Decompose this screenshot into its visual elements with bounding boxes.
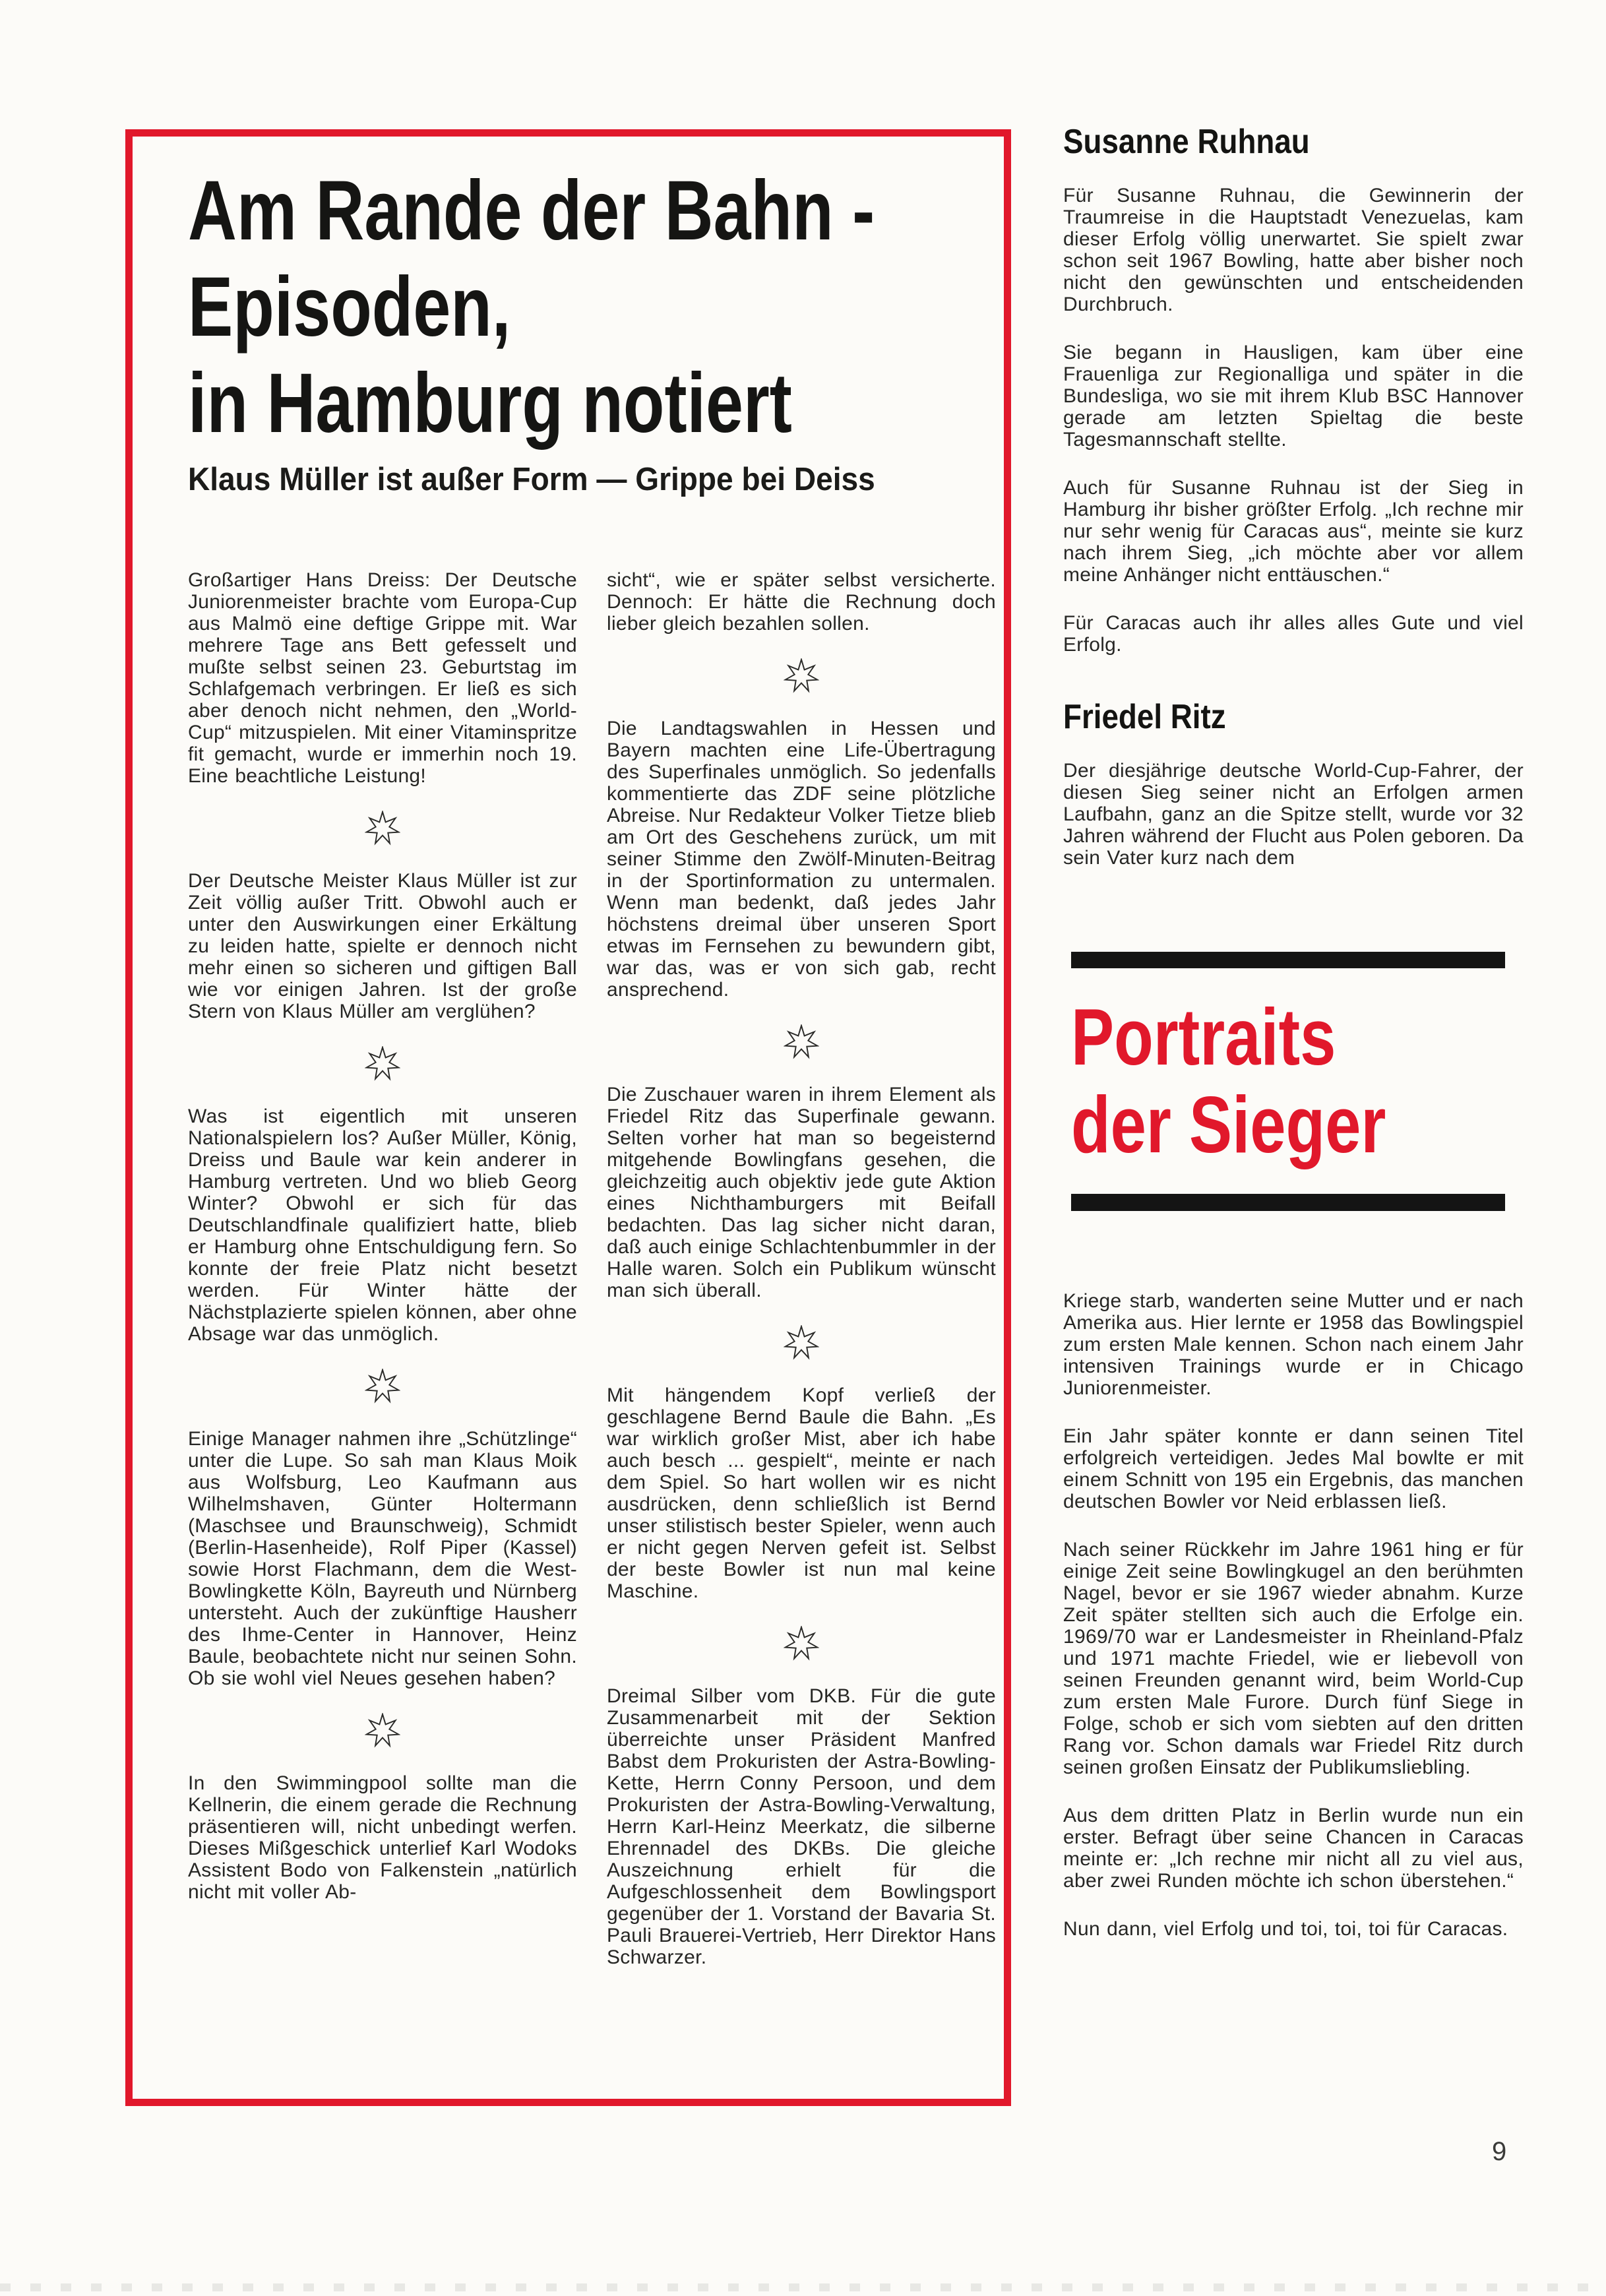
article-paragraph: Aus dem dritten Platz in Berlin wurde nun ein erster. Befragt über seine Chancen in Caracas meinte er: „Ich rechne mir nicht all zu viel aus, aber zwei Runden möchte ich schon überstehen.“ bbox=[1063, 1805, 1524, 1892]
headline-line: Episoden, bbox=[188, 260, 511, 354]
article-paragraph: Nach seiner Rückkehr im Jahre 1961 hing er für einige Zeit seine Bowlingkugel an den berühmten Nagel, bevor er sie 1967 wieder abnahm. Kurze Zeit später stellten sich auch die Erfolge ein. 1969/70 war er Landesmeister in Rheinland-Pfalz und 1971 machte Friedel, wie er liebevoll von seinen Freunden genannt wird, beim World-Cup zum ersten Male Furore. Durch fünf Siege in Folge, schob er sich vom siebten auf den dritten Rang vor. Schon damals war Friedel Ritz durch seinen großen Einsatz der Publikumsliebling. bbox=[1063, 1539, 1524, 1778]
star-divider-icon bbox=[784, 1024, 819, 1060]
divider-bar-bottom bbox=[1071, 1194, 1505, 1211]
star-divider-icon bbox=[784, 1626, 819, 1661]
article-paragraph: Einige Manager nahmen ihre „Schützlinge“ unter die Lupe. So sah man Klaus Moik aus Wolfsburg, Leo Kaufmann aus Wilhelmshaven, Günter Holtermann (Maschsee und Braunschweig), Schmidt (Berlin-Hasenheide), Rolf Piper (Kassel) sowie Horst Flachmann, dem die West-Bowlingkette Köln, Bayreuth und Nürnberg untersteht. Auch der zukünftige Hausherr des Ihme-Center in Hannover, Heinz Baule, beobachtete nicht nur seinen Sohn. Ob sie wohl viel Neues gesehen haben? bbox=[188, 1428, 577, 1689]
article-column-middle bbox=[607, 569, 996, 1968]
section-heading: Friedel Ritz bbox=[1063, 698, 1226, 736]
article-paragraph: Mit hängendem Kopf verließ der geschlagene Bernd Baule die Bahn. „Es war wirklich großer Mist, aber ich habe auch besch ... gespielt“, meinte er nach dem Spiel. So hart wollen wir es nicht ausdrücken, denn schließlich ist Bernd unser stilistisch bester Spieler, wenn auch er nicht gegen Nerven gefeit ist. Selbst der beste Bowler ist nun mal keine Maschine. bbox=[607, 1384, 996, 1602]
star-divider bbox=[188, 811, 577, 846]
article-paragraph: Der diesjährige deutsche World-Cup-Fahrer, der diesen Sieg seiner nicht an Erfolgen armen Laufbahn, ganz an die Spitze stellt, wurde vor 32 Jahren während der Flucht aus Polen geboren. Da sein Vater kurz nach dem bbox=[1063, 760, 1524, 869]
star-divider bbox=[188, 1046, 577, 1082]
section-heading: Susanne Ruhnau bbox=[1063, 123, 1310, 161]
page-number: 9 bbox=[1492, 2137, 1507, 2166]
article-paragraph: Für Caracas auch ihr alles alles Gute und viel Erfolg. bbox=[1063, 612, 1524, 656]
star-divider-icon bbox=[365, 1046, 400, 1082]
star-divider bbox=[607, 1024, 996, 1060]
article-paragraph: Nun dann, viel Erfolg und toi, toi, toi für Caracas. bbox=[1063, 1918, 1508, 1940]
article-paragraph: Ein Jahr später konnte er dann seinen Titel erfolgreich verteidigen. Jedes Mal bowlte er mit einem Schnitt von 195 ein Ergebnis, das manchen deutschen Bowler vor Neid erblassen ließ. bbox=[1063, 1425, 1524, 1512]
star-divider-icon bbox=[365, 1369, 400, 1404]
headline-line: Am Rande der Bahn - bbox=[188, 164, 875, 258]
star-divider bbox=[188, 1369, 577, 1404]
star-divider-icon bbox=[365, 1713, 400, 1749]
article-paragraph: Kriege starb, wanderten seine Mutter und er nach Amerika aus. Hier lernte er 1958 das Bowlingspiel zum ersten Male kennen. Schon nach einem Jahr intensiven Trainings wurde er in Chicago Juniorenmeister. bbox=[1063, 1290, 1524, 1399]
article-paragraph: In den Swimmingpool sollte man die Kellnerin, die einem gerade die Rechnung präsentieren will, nicht unbedingt werfen. Dieses Mißgeschick unterlief Karl Wodoks Assistent Bodo von Falkenstein „natürlich nicht mit voller Ab- bbox=[188, 1772, 577, 1903]
star-divider-icon bbox=[365, 811, 400, 846]
star-divider-icon bbox=[784, 1325, 819, 1361]
star-divider bbox=[607, 1325, 996, 1361]
star-divider bbox=[607, 1626, 996, 1661]
feature-title bbox=[1071, 993, 1386, 1169]
star-divider bbox=[188, 1713, 577, 1749]
article-paragraph: Dreimal Silber vom DKB. Für die gute Zusammenarbeit mit der Sektion überreichte unser Präsident Manfred Babst dem Prokuristen der Astra-Bowling-Kette, Herrn Conny Persoon, und dem Prokuristen der Astra-Bowling-Verwaltung, Herrn Karl-Heinz Meerkatz, die silberne Ehrennadel des DKBs. Die gleiche Auszeichnung erhielt für die Aufgeschlossenheit dem Bowlingsport gegenüber der 1. Vorstand der Bavaria St. Pauli Brauerei-Vertrieb, Herr Direktor Hans Schwarzer. bbox=[607, 1685, 996, 1968]
divider-bar-top bbox=[1071, 952, 1505, 968]
star-divider bbox=[607, 658, 996, 694]
article-paragraph: Großartiger Hans Dreiss: Der Deutsche Juniorenmeister brachte vom Europa-Cup aus Malmö eine deftige Grippe mit. War mehrere Tage ans Bett gefesselt und mußte selbst seinen 23. Geburtstag im Schlafgemach verbringen. Er ließ es sich aber denoch nicht nehmen, den „World-Cup“ mitzuspielen. Mit einer Vitaminspritze fit gemacht, wurde er immerhin noch 19. Eine beachtliche Leistung! bbox=[188, 569, 577, 787]
article-paragraph: Der Deutsche Meister Klaus Müller ist zur Zeit völlig außer Tritt. Obwohl auch er unter den Auswirkungen einer Erkältung zu leiden hatte, spielte er dennoch nicht mehr einen so sicheren und giftigen Ball wie vor einigen Jahren. Ist der große Stern von Klaus Müller am verglühen? bbox=[188, 870, 577, 1022]
article-paragraph: Für Susanne Ruhnau, die Gewinnerin der Traumreise in die Hauptstadt Venezuelas, kam dieser Erfolg völlig unerwartet. Sie spielt zwar schon seit 1967 Bowling, hatte aber bisher noch nicht den gewünschten und entscheidenden Durchbruch. bbox=[1063, 185, 1524, 315]
feature-title-line: Portraits bbox=[1071, 992, 1336, 1082]
article-paragraph: Die Zuschauer waren in ihrem Element als Friedel Ritz das Superfinale gewann. Selten vorher hat man so begeisternd mitgehende Bowlingfans gesehen, die gleichzeitig auch objektiv jede gute Aktion eines Nichthamburgers mit Beifall bedachten. Das lag sicher nicht daran, daß auch einige Schlachtenbummler in der Halle waren. Solch ein Publikum wünscht man sich überall. bbox=[607, 1084, 996, 1301]
article-paragraph: Sie begann in Hausligen, kam über eine Frauenliga zur Regionalliga und später in die Bundesliga, wo sie mit ihrem Klub BSC Hannover gerade am letzten Spieltag die beste Tagesmannschaft stellte. bbox=[1063, 342, 1524, 450]
article-paragraph: sicht“, wie er später selbst versicherte. Dennoch: Er hätte die Rechnung doch lieber gleich bezahlen sollen. bbox=[607, 569, 996, 635]
article-paragraph: Auch für Susanne Ruhnau ist der Sieg in Hamburg ihr bisher größter Erfolg. „Ich rechne mir nur sehr wenig für Caracas aus“, meinte sie kurz nach ihrem Sieg, „ich möchte aber vor allem meine Anhänger nicht enttäuschen.“ bbox=[1063, 477, 1524, 586]
article-paragraph: Die Landtagswahlen in Hessen und Bayern machten eine Life-Übertragung des Superfinales unmöglich. So jedenfalls kommentierte das ZDF seine plötzliche Abreise. Nur Redakteur Volker Tietze blieb am Ort des Geschehens zurück, um mit seiner Stimme den Zwölf-Minuten-Beitrag in der Sportinformation zu untermalen. Wenn man bedenkt, daß jedes Jahr höchstens dreimal über unseren Sport etwas im Fernsehen zu bewundern gibt, war das, was er von sich gab, recht ansprechend. bbox=[607, 718, 996, 1001]
article-box bbox=[125, 129, 1011, 2106]
article-headline bbox=[188, 163, 875, 452]
headline-line: in Hamburg notiert bbox=[188, 356, 792, 450]
feature-title-line: der Sieger bbox=[1071, 1080, 1386, 1169]
section-susanne-ruhnau bbox=[1063, 123, 1524, 656]
article-column-left bbox=[188, 569, 577, 1903]
article-subhead: Klaus Müller ist außer Form — Grippe bei Deiss bbox=[188, 462, 875, 497]
section-portraits-text bbox=[1063, 1290, 1524, 1940]
article-paragraph: Was ist eigentlich mit unseren Nationalspielern los? Außer Müller, König, Dreiss und Baule war kein anderer in Hamburg vertreten. Und wo blieb Georg Winter? Obwohl er sich für das Deutschlandfinale qualifiziert hatte, blieb er Hamburg ohne Entschuldigung fern. So konnte der freie Platz nicht besetzt werden. Für Winter hätte der Nächstplazierte spielen können, aber ohne Absage war das unmöglich. bbox=[188, 1105, 577, 1345]
star-divider-icon bbox=[784, 658, 819, 694]
scan-artifact bbox=[0, 2283, 1606, 2291]
section-friedel-ritz bbox=[1063, 698, 1524, 869]
